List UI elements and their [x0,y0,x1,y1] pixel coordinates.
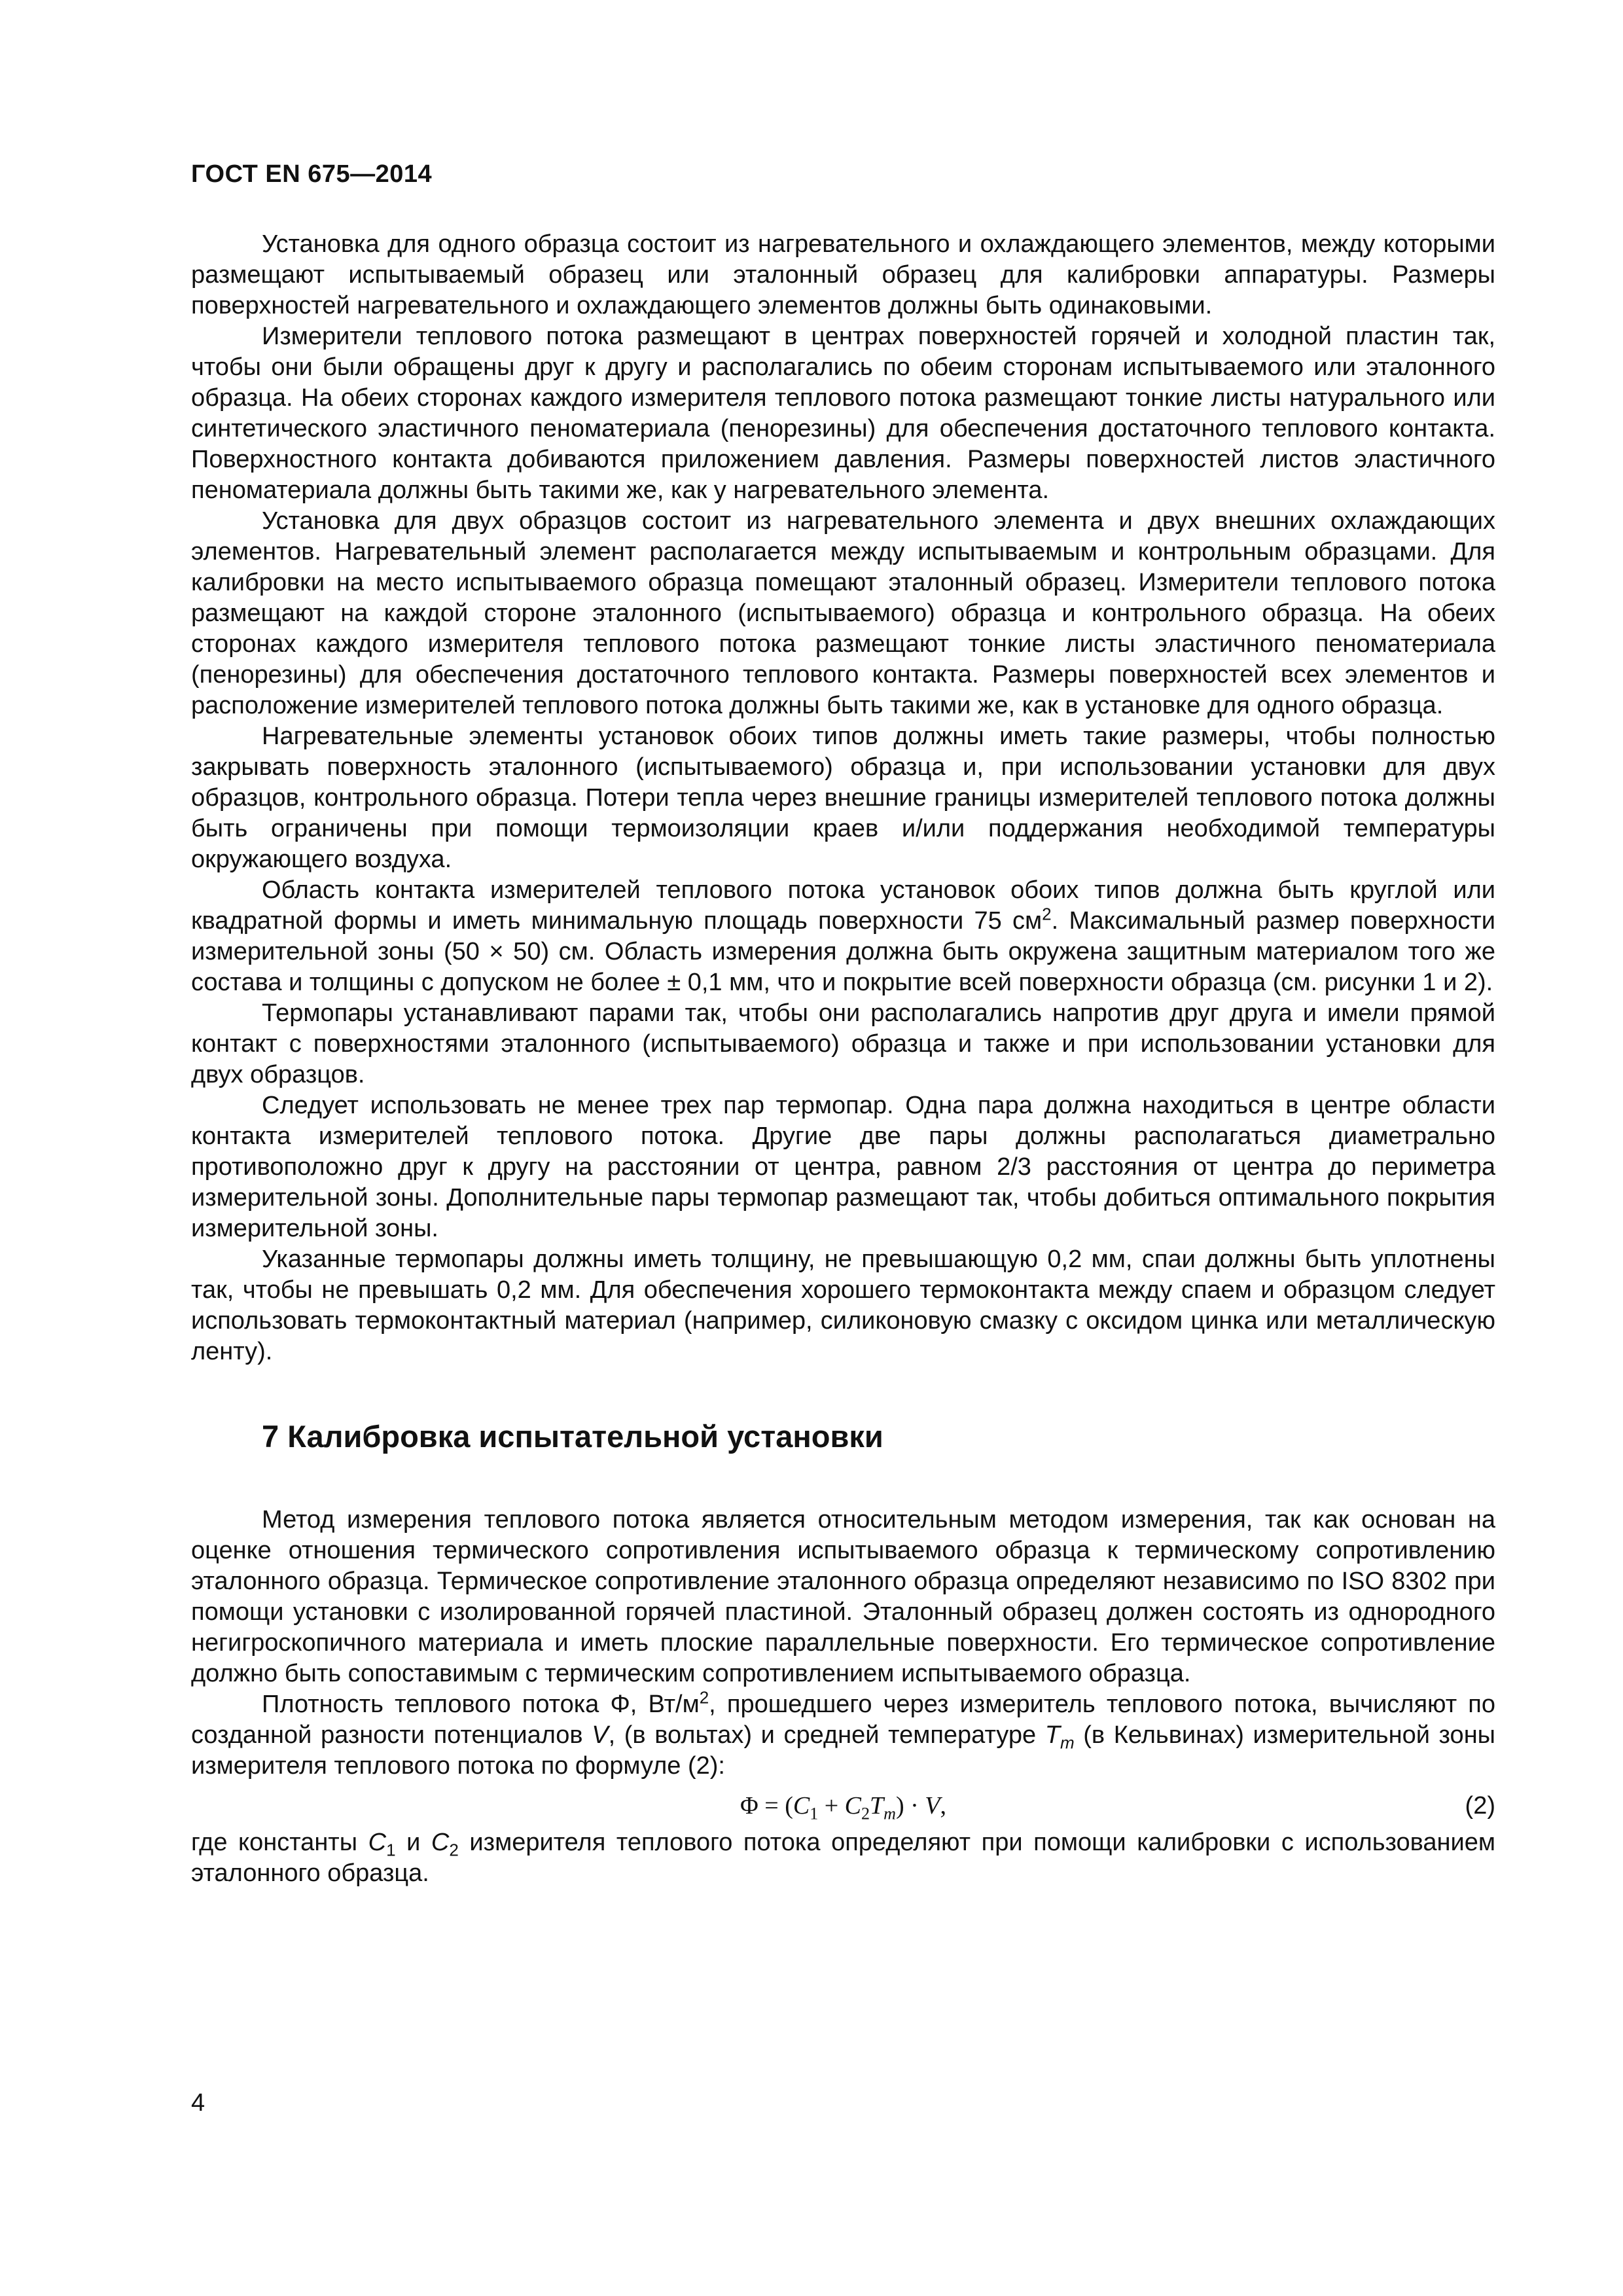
paragraph [191,875,1495,998]
paragraph: Указанные термопары должны иметь толщину, не превышающую 0,2 мм, спаи должны быть уплотнены так, чтобы не превышать 0,2 мм. Для обеспечения хорошего термоконтакта между спаем и образцом следует использовать термоконтактный материал (например, силиконовую смазку с оксидом цинка или металлическую ленту). [191,1246,1495,1365]
document-body [191,229,1495,1889]
paragraph [191,1827,1495,1889]
variable-v: V [592,1721,609,1749]
text-run: , прошедшего через измеритель теплового потока, вычисляют по созданной разности потенциалов [191,1691,1495,1749]
variable-c2: C [431,1829,450,1856]
formula-line [191,1787,1495,1825]
formula [191,1787,1495,1825]
formula-subscript: m [883,1804,896,1823]
text-run: . Максимальный размер поверхности измерительной зоны (50 × 50) см. Область измерения должна быть окружена защитным материалом того же состава и толщины с допуском не более ± 0,1 мм, что и покрытие всей поверхности образца (см. рисунки 1 и 2). [191,907,1495,996]
paragraph: Нагревательные элементы установок обоих типов должны иметь такие размеры, чтобы полностью закрывать поверхность эталонного (испытываемого) образца и, при использовании установки для двух образцов, контрольного образца. Потери тепла через внешние границы измерителей теплового потока должны быть ограничены при помощи термоизоляции краев и/или поддержания необходимой температуры окружающего воздуха. [191,723,1495,873]
text-run: Область контакта измерителей теплового потока установок обоих типов должна быть круглой или квадратной формы и иметь минимальную площадь поверхности 75 см [191,876,1495,935]
document-header: ГОСТ EN 675—2014 [191,160,433,188]
formula-part: C [844,1792,862,1820]
formula-part: T [870,1792,884,1820]
subscript: m [1060,1732,1075,1753]
formula-part: Φ = ( [740,1792,793,1820]
formula-part: C [793,1792,810,1820]
text-run: измерителя теплового потока определяют при помощи калибровки с использованием эталонного образца. [191,1829,1496,1887]
section-heading: 7 Калибровка испытательной установки [262,1419,883,1454]
formula-subscript: 2 [861,1804,870,1823]
formula-part: V [925,1792,940,1820]
formula-part: , [940,1792,946,1820]
text-run: , (в вольтах) и средней температуре [608,1721,1045,1749]
text-run: где константы [191,1829,368,1856]
text-run: Плотность теплового потока Φ, Вт/м [262,1691,700,1718]
paragraph: Измерители теплового потока размещают в центрах поверхностей горячей и холодной пластин так, чтобы они были обращены друг к другу и располагались по обеим сторонам испытываемого или эталонного образца. На обеих сторонах каждого измерителя теплового потока размещают тонкие листы натурального или синтетического эластичного пеноматериала (пенорезины) для обеспечения достаточного теплового контакта. Поверхностного контакта добиваются приложением давления. Размеры поверхностей листов эластичного пеноматериала должны быть такими же, как у нагревательного элемента. [191,323,1495,504]
paragraph: Термопары устанавливают парами так, чтобы они располагались напротив друг друга и имели прямой контакт с поверхностями эталонного (испытываемого) образца и также и при использовании установки для двух образцов. [191,999,1495,1088]
text-run: (в Кельвинах) измерительной зоны измерителя теплового потока по формуле (2): [191,1721,1495,1780]
text-run: и [395,1829,431,1856]
variable-t: T [1044,1721,1060,1749]
formula-part: + [818,1792,845,1820]
formula-subscript: 1 [810,1804,819,1823]
formula-number: (2) [1465,1792,1495,1820]
superscript: 2 [699,1687,709,1708]
superscript: 2 [1042,904,1052,924]
subscript: 1 [386,1840,396,1860]
variable-c1: C [368,1829,387,1856]
formula-part: ) · [895,1792,925,1820]
paragraph: Метод измерения теплового потока является относительным методом измерения, так как основан на оценке отношения термического сопротивления испытываемого образца к термическому сопротивлению эталонного образца. Термическое сопротивление эталонного образца определяют независимо по ISO 8302 при помощи установки с изолированной горячей пластиной. Эталонный образец должен состоять из однородного негигроскопичного материала и иметь плоские параллельные поверхности. Его термическое сопротивление должно быть сопоставимым с термическим сопротивлением испытываемого образца. [191,1506,1495,1687]
subscript: 2 [449,1840,459,1860]
paragraph: Установка для двух образцов состоит из нагревательного элемента и двух внешних охлаждающих элементов. Нагревательный элемент располагается между испытываемым и контрольным образцами. Для калибровки на место испытываемого образца помещают эталонный образец. Измерители теплового потока размещают на каждой стороне эталонного (испытываемого) образца и контрольного образца. На обеих сторонах каждого измерителя теплового потока размещают тонкие листы эластичного пеноматериала (пенорезины) для обеспечения достаточного теплового контакта. Размеры поверхностей всех элементов и расположение измерителей теплового потока должны быть такими же, как в установке для одного образца. [191,507,1495,719]
paragraph: Следует использовать не менее трех пар термопар. Одна пара должна находиться в центре области контакта измерителей теплового потока. Другие две пары должны располагаться диаметрально противоположно друг к другу на расстоянии от центра, равном 2/3 расстояния от центра до периметра измерительной зоны. Дополнительные пары термопар размещают так, чтобы добиться оптимального покрытия измерительной зоны. [191,1092,1495,1242]
page-number: 4 [191,2089,205,2117]
paragraph: Установка для одного образца состоит из нагревательного и охлаждающего элементов, между которыми размещают испытываемый образец или эталонный образец для калибровки аппаратуры. Размеры поверхностей нагревательного и охлаждающего элементов должны быть одинаковыми. [191,230,1495,319]
paragraph [191,1689,1495,1782]
